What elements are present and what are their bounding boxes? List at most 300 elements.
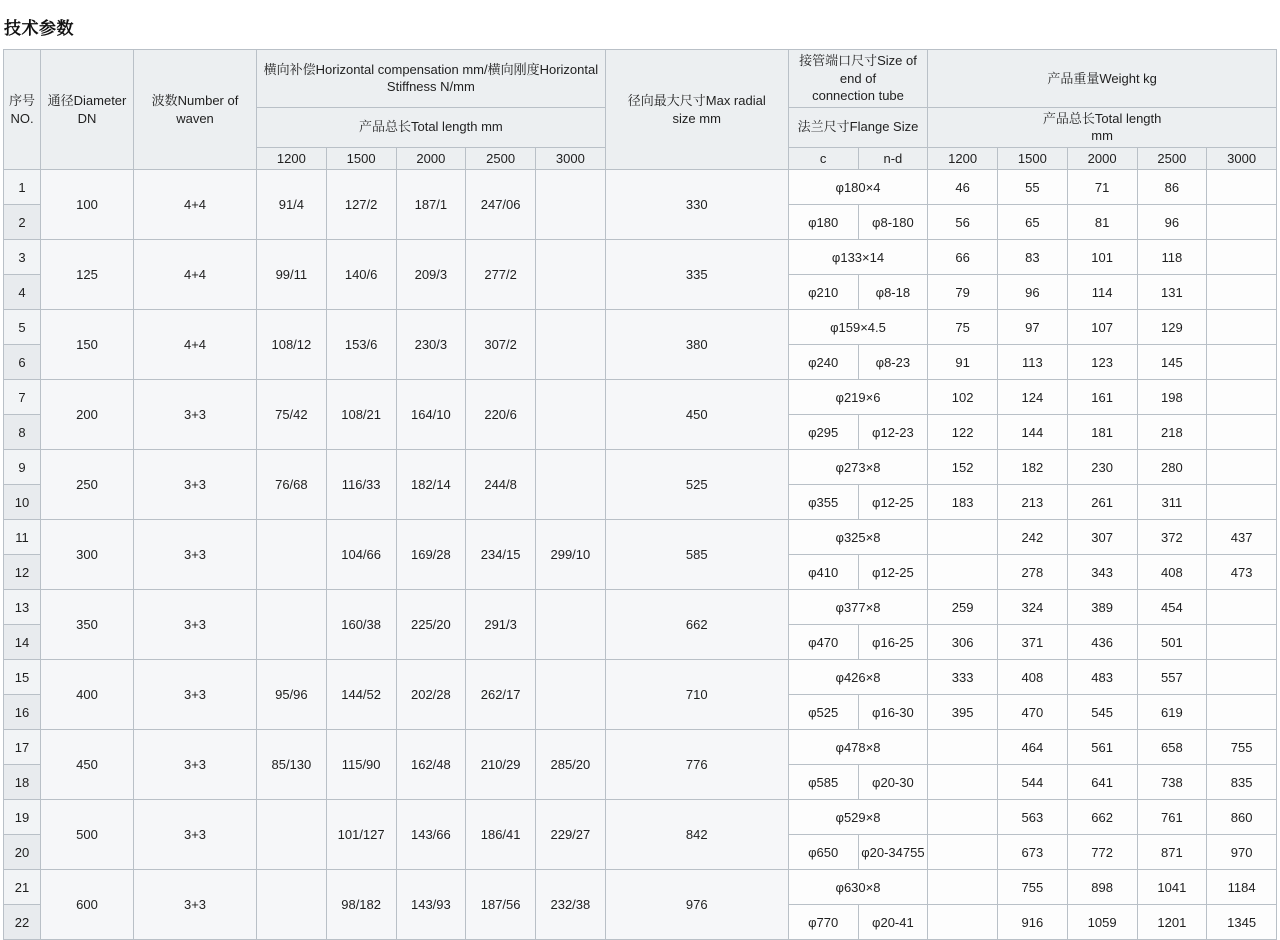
cell-weight-1200: 66: [928, 240, 998, 275]
cell-radial: 335: [605, 240, 788, 310]
cell-compensation-1500: 104/66: [326, 520, 396, 590]
cell-weight-1500: 182: [998, 450, 1068, 485]
header-weight-total-line2: mm: [1091, 128, 1113, 144]
cell-no: 18: [4, 765, 41, 800]
cell-weight-3000: [1207, 205, 1277, 240]
cell-weight-2000: 307: [1067, 520, 1137, 555]
cell-tube-size: φ325×8: [788, 520, 928, 555]
cell-diameter: 100: [41, 170, 134, 240]
cell-radial: 450: [605, 380, 788, 450]
cell-compensation-1500: 140/6: [326, 240, 396, 310]
cell-compensation-2500: 277/2: [466, 240, 536, 310]
cell-weight-2000: 107: [1067, 310, 1137, 345]
cell-compensation-2000: 187/1: [396, 170, 466, 240]
cell-waven: 3+3: [134, 590, 257, 660]
cell-weight-2000: 101: [1067, 240, 1137, 275]
cell-radial: 842: [605, 800, 788, 870]
header-no: [4, 50, 41, 170]
cell-weight-1500: 408: [998, 660, 1068, 695]
header-length-3000: 3000: [536, 147, 606, 170]
cell-compensation-2500: 244/8: [466, 450, 536, 520]
cell-compensation-1500: 115/90: [326, 730, 396, 800]
cell-waven: 3+3: [134, 730, 257, 800]
cell-compensation-2500: 234/15: [466, 520, 536, 590]
cell-weight-3000: [1207, 695, 1277, 730]
table-row: [4, 870, 1277, 905]
cell-weight-2000: 772: [1067, 835, 1137, 870]
cell-weight-1500: 464: [998, 730, 1068, 765]
cell-compensation-1200: 95/96: [257, 660, 327, 730]
cell-weight-2000: 545: [1067, 695, 1137, 730]
cell-radial: 330: [605, 170, 788, 240]
header-waven: [134, 50, 257, 170]
cell-tube-size: φ630×8: [788, 870, 928, 905]
header-length-1200: 1200: [257, 147, 327, 170]
cell-compensation-2000: 202/28: [396, 660, 466, 730]
cell-no: 6: [4, 345, 41, 380]
cell-weight-1500: 371: [998, 625, 1068, 660]
cell-compensation-1200: 76/68: [257, 450, 327, 520]
cell-flange-c: φ770: [788, 905, 858, 940]
cell-compensation-2000: 225/20: [396, 590, 466, 660]
cell-weight-1500: 65: [998, 205, 1068, 240]
cell-no: 21: [4, 870, 41, 905]
cell-compensation-2500: 186/41: [466, 800, 536, 870]
header-connection-group: [788, 50, 928, 108]
cell-weight-1500: 544: [998, 765, 1068, 800]
header-diameter: [41, 50, 134, 170]
cell-tube-size: φ478×8: [788, 730, 928, 765]
cell-weight-2500: 1201: [1137, 905, 1207, 940]
cell-weight-3000: 860: [1207, 800, 1277, 835]
cell-compensation-2000: 143/93: [396, 870, 466, 940]
cell-flange-nd: φ20-30: [858, 765, 928, 800]
cell-weight-3000: [1207, 590, 1277, 625]
cell-weight-2000: 662: [1067, 800, 1137, 835]
cell-weight-1200: 122: [928, 415, 998, 450]
cell-compensation-1500: 153/6: [326, 310, 396, 380]
cell-weight-3000: [1207, 660, 1277, 695]
cell-weight-1200: [928, 800, 998, 835]
cell-compensation-1500: 116/33: [326, 450, 396, 520]
cell-weight-1500: 563: [998, 800, 1068, 835]
cell-weight-2500: 372: [1137, 520, 1207, 555]
header-diameter-line1: 通径Diameter: [47, 93, 127, 109]
cell-compensation-1500: 98/182: [326, 870, 396, 940]
cell-weight-2500: 454: [1137, 590, 1207, 625]
cell-no: 7: [4, 380, 41, 415]
cell-weight-2500: 311: [1137, 485, 1207, 520]
cell-compensation-1500: 144/52: [326, 660, 396, 730]
cell-waven: 3+3: [134, 450, 257, 520]
cell-compensation-3000: [536, 660, 606, 730]
header-horizontal-group: 横向补偿Horizontal compensation mm/横向刚度Horizontal Stiffness N/mm: [257, 50, 606, 108]
cell-compensation-3000: 232/38: [536, 870, 606, 940]
cell-weight-2500: 86: [1137, 170, 1207, 205]
cell-diameter: 600: [41, 870, 134, 940]
cell-weight-2000: 81: [1067, 205, 1137, 240]
header-weight-1500: 1500: [998, 147, 1068, 170]
cell-flange-nd: φ20-41: [858, 905, 928, 940]
cell-no: 3: [4, 240, 41, 275]
cell-flange-c: φ295: [788, 415, 858, 450]
cell-no: 17: [4, 730, 41, 765]
cell-compensation-3000: [536, 310, 606, 380]
table-row: [4, 590, 1277, 625]
page-title: 技术参数: [4, 19, 74, 38]
cell-flange-nd: φ12-23: [858, 415, 928, 450]
cell-weight-1200: 152: [928, 450, 998, 485]
cell-weight-3000: [1207, 275, 1277, 310]
cell-weight-2000: 123: [1067, 345, 1137, 380]
header-waven-line2: waven: [176, 110, 214, 126]
cell-flange-nd: φ8-18: [858, 275, 928, 310]
cell-weight-1500: 144: [998, 415, 1068, 450]
cell-weight-3000: [1207, 415, 1277, 450]
cell-weight-3000: [1207, 345, 1277, 380]
cell-weight-1200: 333: [928, 660, 998, 695]
cell-tube-size: φ159×4.5: [788, 310, 928, 345]
cell-compensation-1200: 99/11: [257, 240, 327, 310]
cell-weight-1200: 183: [928, 485, 998, 520]
cell-compensation-3000: 285/20: [536, 730, 606, 800]
cell-waven: 3+3: [134, 660, 257, 730]
cell-compensation-2500: 291/3: [466, 590, 536, 660]
cell-compensation-2500: 187/56: [466, 870, 536, 940]
cell-flange-c: φ410: [788, 555, 858, 590]
cell-weight-1200: [928, 870, 998, 905]
cell-weight-3000: [1207, 485, 1277, 520]
cell-waven: 4+4: [134, 240, 257, 310]
cell-tube-size: φ377×8: [788, 590, 928, 625]
cell-weight-1500: 55: [998, 170, 1068, 205]
cell-compensation-2500: 247/06: [466, 170, 536, 240]
header-weight-total-length: [928, 107, 1277, 147]
table-row: [4, 730, 1277, 765]
cell-weight-2500: 218: [1137, 415, 1207, 450]
cell-weight-2000: 181: [1067, 415, 1137, 450]
cell-weight-2000: 343: [1067, 555, 1137, 590]
technical-parameters-table: [3, 49, 1277, 940]
cell-tube-size: φ219×6: [788, 380, 928, 415]
cell-weight-1200: [928, 765, 998, 800]
cell-diameter: 125: [41, 240, 134, 310]
header-radial-line2: size mm: [672, 110, 721, 126]
cell-no: 15: [4, 660, 41, 695]
cell-flange-nd: φ8-180: [858, 205, 928, 240]
cell-compensation-2000: 164/10: [396, 380, 466, 450]
table-row: [4, 240, 1277, 275]
header-length-1500: 1500: [326, 147, 396, 170]
table-row: [4, 800, 1277, 835]
cell-weight-1200: [928, 835, 998, 870]
cell-weight-2500: 658: [1137, 730, 1207, 765]
header-length-2000: 2000: [396, 147, 466, 170]
cell-compensation-1200: 108/12: [257, 310, 327, 380]
cell-weight-1500: 113: [998, 345, 1068, 380]
cell-no: 11: [4, 520, 41, 555]
cell-weight-1200: [928, 730, 998, 765]
header-connection-line1: 接管端口尺寸Size of end of: [799, 53, 917, 86]
cell-compensation-3000: [536, 170, 606, 240]
cell-diameter: 250: [41, 450, 134, 520]
cell-compensation-1500: 127/2: [326, 170, 396, 240]
cell-weight-2500: 871: [1137, 835, 1207, 870]
header-weight-group: 产品重量Weight kg: [928, 50, 1277, 108]
cell-weight-3000: [1207, 380, 1277, 415]
cell-no: 10: [4, 485, 41, 520]
cell-compensation-2000: 169/28: [396, 520, 466, 590]
cell-flange-c: φ180: [788, 205, 858, 240]
cell-weight-1500: 324: [998, 590, 1068, 625]
cell-weight-2500: 96: [1137, 205, 1207, 240]
table-row: [4, 520, 1277, 555]
cell-weight-2500: 557: [1137, 660, 1207, 695]
cell-weight-3000: [1207, 625, 1277, 660]
cell-compensation-3000: [536, 450, 606, 520]
table-row: [4, 450, 1277, 485]
cell-weight-3000: 755: [1207, 730, 1277, 765]
cell-weight-1200: 79: [928, 275, 998, 310]
cell-compensation-3000: [536, 590, 606, 660]
header-waven-line1: 波数Number of: [151, 93, 239, 109]
cell-weight-2000: 641: [1067, 765, 1137, 800]
cell-waven: 3+3: [134, 870, 257, 940]
cell-weight-3000: [1207, 450, 1277, 485]
header-no-line1: 序号: [8, 93, 35, 109]
cell-radial: 662: [605, 590, 788, 660]
header-weight-3000: 3000: [1207, 147, 1277, 170]
cell-no: 9: [4, 450, 41, 485]
cell-weight-2500: 118: [1137, 240, 1207, 275]
cell-no: 2: [4, 205, 41, 240]
cell-tube-size: φ180×4: [788, 170, 928, 205]
cell-weight-1200: 395: [928, 695, 998, 730]
cell-weight-1200: 102: [928, 380, 998, 415]
cell-weight-2000: 436: [1067, 625, 1137, 660]
cell-flange-c: φ470: [788, 625, 858, 660]
cell-flange-nd: φ8-23: [858, 345, 928, 380]
cell-weight-1500: 124: [998, 380, 1068, 415]
cell-radial: 380: [605, 310, 788, 380]
cell-compensation-2000: 230/3: [396, 310, 466, 380]
cell-weight-1500: 916: [998, 905, 1068, 940]
cell-radial: 776: [605, 730, 788, 800]
cell-compensation-1200: [257, 870, 327, 940]
cell-weight-1200: 75: [928, 310, 998, 345]
header-no-line2: NO.: [10, 110, 34, 126]
cell-compensation-2500: 220/6: [466, 380, 536, 450]
cell-weight-1200: [928, 555, 998, 590]
cell-compensation-1500: 108/21: [326, 380, 396, 450]
cell-weight-1500: 673: [998, 835, 1068, 870]
cell-weight-3000: 437: [1207, 520, 1277, 555]
cell-weight-1500: 213: [998, 485, 1068, 520]
cell-flange-nd: φ12-25: [858, 485, 928, 520]
header-weight-2000: 2000: [1067, 147, 1137, 170]
cell-compensation-3000: [536, 380, 606, 450]
cell-waven: 3+3: [134, 800, 257, 870]
cell-weight-2000: 1059: [1067, 905, 1137, 940]
cell-weight-2500: 131: [1137, 275, 1207, 310]
cell-flange-c: φ650: [788, 835, 858, 870]
cell-flange-c: φ355: [788, 485, 858, 520]
header-weight-total-line1: 产品总长Total length: [1042, 110, 1162, 126]
header-row-1: [4, 50, 1277, 108]
cell-waven: 3+3: [134, 380, 257, 450]
table-row: [4, 310, 1277, 345]
cell-no: 22: [4, 905, 41, 940]
cell-weight-3000: [1207, 310, 1277, 345]
cell-no: 4: [4, 275, 41, 310]
cell-compensation-2000: 162/48: [396, 730, 466, 800]
cell-radial: 976: [605, 870, 788, 940]
cell-flange-nd: φ16-30: [858, 695, 928, 730]
header-connection-line2: connection tube: [812, 88, 904, 104]
header-nd: n-d: [858, 147, 928, 170]
header-radial-line1: 径向最大尺寸Max radial: [627, 93, 766, 109]
cell-flange-nd: φ16-25: [858, 625, 928, 660]
cell-diameter: 400: [41, 660, 134, 730]
cell-compensation-1200: 75/42: [257, 380, 327, 450]
cell-flange-nd: φ12-25: [858, 555, 928, 590]
cell-compensation-1200: 85/130: [257, 730, 327, 800]
cell-weight-2000: 161: [1067, 380, 1137, 415]
cell-no: 16: [4, 695, 41, 730]
cell-flange-nd: φ20-34755: [858, 835, 928, 870]
cell-weight-2500: 198: [1137, 380, 1207, 415]
cell-diameter: 200: [41, 380, 134, 450]
cell-weight-1200: 91: [928, 345, 998, 380]
cell-radial: 525: [605, 450, 788, 520]
cell-no: 13: [4, 590, 41, 625]
cell-radial: 585: [605, 520, 788, 590]
cell-no: 19: [4, 800, 41, 835]
cell-compensation-2000: 143/66: [396, 800, 466, 870]
cell-weight-2000: 114: [1067, 275, 1137, 310]
cell-weight-2500: 408: [1137, 555, 1207, 590]
cell-weight-1500: 278: [998, 555, 1068, 590]
header-flange-group: 法兰尺寸Flange Size: [788, 107, 928, 147]
cell-weight-2000: 71: [1067, 170, 1137, 205]
cell-flange-c: φ210: [788, 275, 858, 310]
table-row: [4, 660, 1277, 695]
cell-weight-2000: 898: [1067, 870, 1137, 905]
cell-tube-size: φ426×8: [788, 660, 928, 695]
cell-weight-2000: 230: [1067, 450, 1137, 485]
cell-diameter: 150: [41, 310, 134, 380]
cell-diameter: 500: [41, 800, 134, 870]
cell-compensation-1500: 160/38: [326, 590, 396, 660]
cell-radial: 710: [605, 660, 788, 730]
table-header: [4, 50, 1277, 170]
header-total-length-group: 产品总长Total length mm: [257, 107, 606, 147]
cell-compensation-2500: 307/2: [466, 310, 536, 380]
cell-flange-c: φ240: [788, 345, 858, 380]
cell-weight-1500: 96: [998, 275, 1068, 310]
header-radial: [605, 50, 788, 170]
cell-compensation-2000: 182/14: [396, 450, 466, 520]
cell-compensation-3000: 229/27: [536, 800, 606, 870]
cell-weight-2500: 280: [1137, 450, 1207, 485]
cell-weight-2500: 129: [1137, 310, 1207, 345]
table-body: [4, 170, 1277, 940]
cell-compensation-2000: 209/3: [396, 240, 466, 310]
cell-diameter: 350: [41, 590, 134, 660]
cell-weight-1500: 242: [998, 520, 1068, 555]
cell-waven: 4+4: [134, 170, 257, 240]
cell-tube-size: φ529×8: [788, 800, 928, 835]
cell-flange-c: φ525: [788, 695, 858, 730]
cell-weight-2000: 389: [1067, 590, 1137, 625]
cell-tube-size: φ273×8: [788, 450, 928, 485]
cell-weight-2500: 145: [1137, 345, 1207, 380]
header-weight-1200: 1200: [928, 147, 998, 170]
cell-no: 1: [4, 170, 41, 205]
cell-compensation-1200: [257, 590, 327, 660]
cell-no: 20: [4, 835, 41, 870]
cell-weight-2500: 619: [1137, 695, 1207, 730]
cell-weight-2000: 561: [1067, 730, 1137, 765]
cell-weight-3000: 835: [1207, 765, 1277, 800]
cell-weight-3000: 1345: [1207, 905, 1277, 940]
header-diameter-line2: DN: [77, 110, 97, 126]
cell-weight-1200: [928, 905, 998, 940]
cell-compensation-1500: 101/127: [326, 800, 396, 870]
cell-weight-2500: 1041: [1137, 870, 1207, 905]
cell-weight-1200: 259: [928, 590, 998, 625]
cell-weight-1500: 97: [998, 310, 1068, 345]
cell-flange-c: φ585: [788, 765, 858, 800]
cell-weight-1200: 56: [928, 205, 998, 240]
cell-no: 12: [4, 555, 41, 590]
table-row: [4, 380, 1277, 415]
cell-compensation-1200: [257, 520, 327, 590]
cell-weight-1500: 83: [998, 240, 1068, 275]
cell-compensation-2500: 210/29: [466, 730, 536, 800]
cell-weight-1200: [928, 520, 998, 555]
cell-weight-1500: 755: [998, 870, 1068, 905]
cell-weight-1500: 470: [998, 695, 1068, 730]
cell-compensation-3000: [536, 240, 606, 310]
cell-weight-2500: 501: [1137, 625, 1207, 660]
cell-no: 8: [4, 415, 41, 450]
cell-weight-1200: 306: [928, 625, 998, 660]
cell-weight-3000: 1184: [1207, 870, 1277, 905]
cell-no: 14: [4, 625, 41, 660]
cell-weight-2500: 738: [1137, 765, 1207, 800]
cell-waven: 4+4: [134, 310, 257, 380]
cell-diameter: 300: [41, 520, 134, 590]
header-weight-2500: 2500: [1137, 147, 1207, 170]
cell-weight-3000: 473: [1207, 555, 1277, 590]
cell-weight-2500: 761: [1137, 800, 1207, 835]
cell-weight-1200: 46: [928, 170, 998, 205]
cell-no: 5: [4, 310, 41, 345]
cell-weight-3000: [1207, 170, 1277, 205]
cell-weight-3000: [1207, 240, 1277, 275]
cell-compensation-1200: [257, 800, 327, 870]
cell-weight-2000: 483: [1067, 660, 1137, 695]
cell-weight-3000: 970: [1207, 835, 1277, 870]
cell-compensation-3000: 299/10: [536, 520, 606, 590]
table-row: [4, 170, 1277, 205]
header-length-2500: 2500: [466, 147, 536, 170]
header-c: c: [788, 147, 858, 170]
cell-compensation-2500: 262/17: [466, 660, 536, 730]
cell-tube-size: φ133×14: [788, 240, 928, 275]
cell-diameter: 450: [41, 730, 134, 800]
